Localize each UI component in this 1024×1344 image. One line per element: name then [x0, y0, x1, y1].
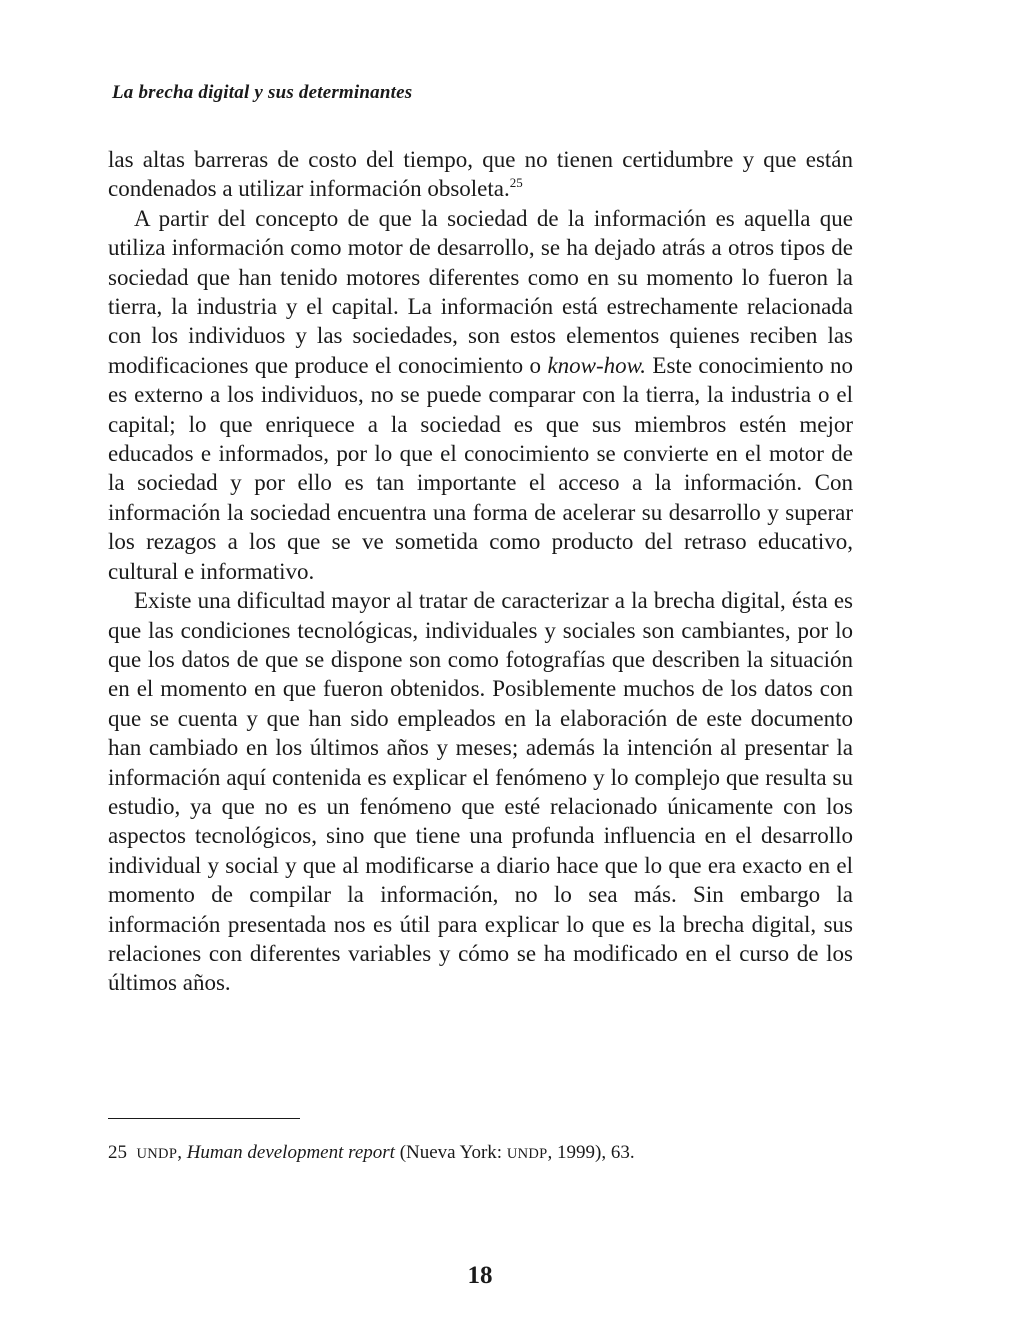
- footnote-divider: [108, 1118, 300, 1119]
- footnote: [108, 1141, 635, 1166]
- footnote-rest: , 1999), 63.: [547, 1142, 635, 1163]
- paragraph-2-text-after: Este conocimiento no es externo a los individuos, no se puede comparar con la tierra, la industria o el capital; lo que enriquece a la sociedad es que sus miembros estén mejor educados e informados, por lo que el conocimiento se convierte en el motor de la sociedad y por ello es tan importante el acceso a la información. Con información la sociedad encuentra una forma de acelerar su desarrollo y superar los rezagos a los que se ve sometida como producto del retraso educativo, cultural e informativo.: [108, 352, 853, 584]
- paragraph-3-text: Existe una dificultad mayor al tratar de caracterizar a la brecha digital, ésta es que las condiciones tecnológicas, individuales y sociales son cambiantes, por lo que los datos de que se dispone son como fotografías que describen la situación en el momento en que fueron obtenidos. Posiblemente muchos de los datos con que se cuenta y que han sido empleados en la elaboración de este documento han cambiado en los últimos años y meses; además la intención al presentar la información aquí contenida es explicar el fenómeno y lo complejo que resulta su estudio, ya que no es un fenómeno que esté relacionado únicamente con los aspectos tecnológicos, sino que tiene una profunda influencia en el desarrollo individual y social y que al modificarse a diario hace que lo que era exacto en el momento de compilar la información, no lo sea más. Sin embargo la información presentada nos es útil para explicar lo que es la brecha digital, sus relaciones con diferentes variables y cómo se ha modificado en el curso de los últimos años.: [108, 588, 853, 996]
- footnote-number: 25: [108, 1142, 127, 1163]
- footnote-reference: 25: [509, 175, 523, 191]
- paragraph-2-emphasis: know-how.: [547, 352, 647, 378]
- footnote-publisher: UNDP: [506, 1146, 548, 1162]
- paragraph-2-text-before: A partir del concepto de que la sociedad de la información es aquella que utiliza información como motor de desarrollo, se ha dejado atrás a otros tipos de sociedad que han tenido motores diferentes como en su momento lo fueron la tierra, la industria y el capital. La información está estrechamente relacionada con los individuos y las sociedades, son estos elementos quienes reciben las modificaciones que produce el conocimiento o: [108, 205, 853, 378]
- footnote-separator: ,: [177, 1142, 187, 1163]
- paragraph-1-text: las altas barreras de costo del tiempo, que no tienen certidumbre y que están condenados a utilizar información obsoleta.: [108, 147, 853, 202]
- paragraph-2: [108, 204, 853, 586]
- body-text: [108, 145, 853, 998]
- footnote-org: UNDP: [136, 1146, 178, 1162]
- footnote-place: (Nueva York:: [394, 1142, 507, 1163]
- paragraph-3: [108, 586, 853, 998]
- footnote-title: Human development report: [186, 1142, 395, 1163]
- paragraph-1: [108, 145, 853, 204]
- page-number: 18: [467, 1262, 493, 1289]
- running-header: La brecha digital y sus determinantes: [112, 82, 413, 103]
